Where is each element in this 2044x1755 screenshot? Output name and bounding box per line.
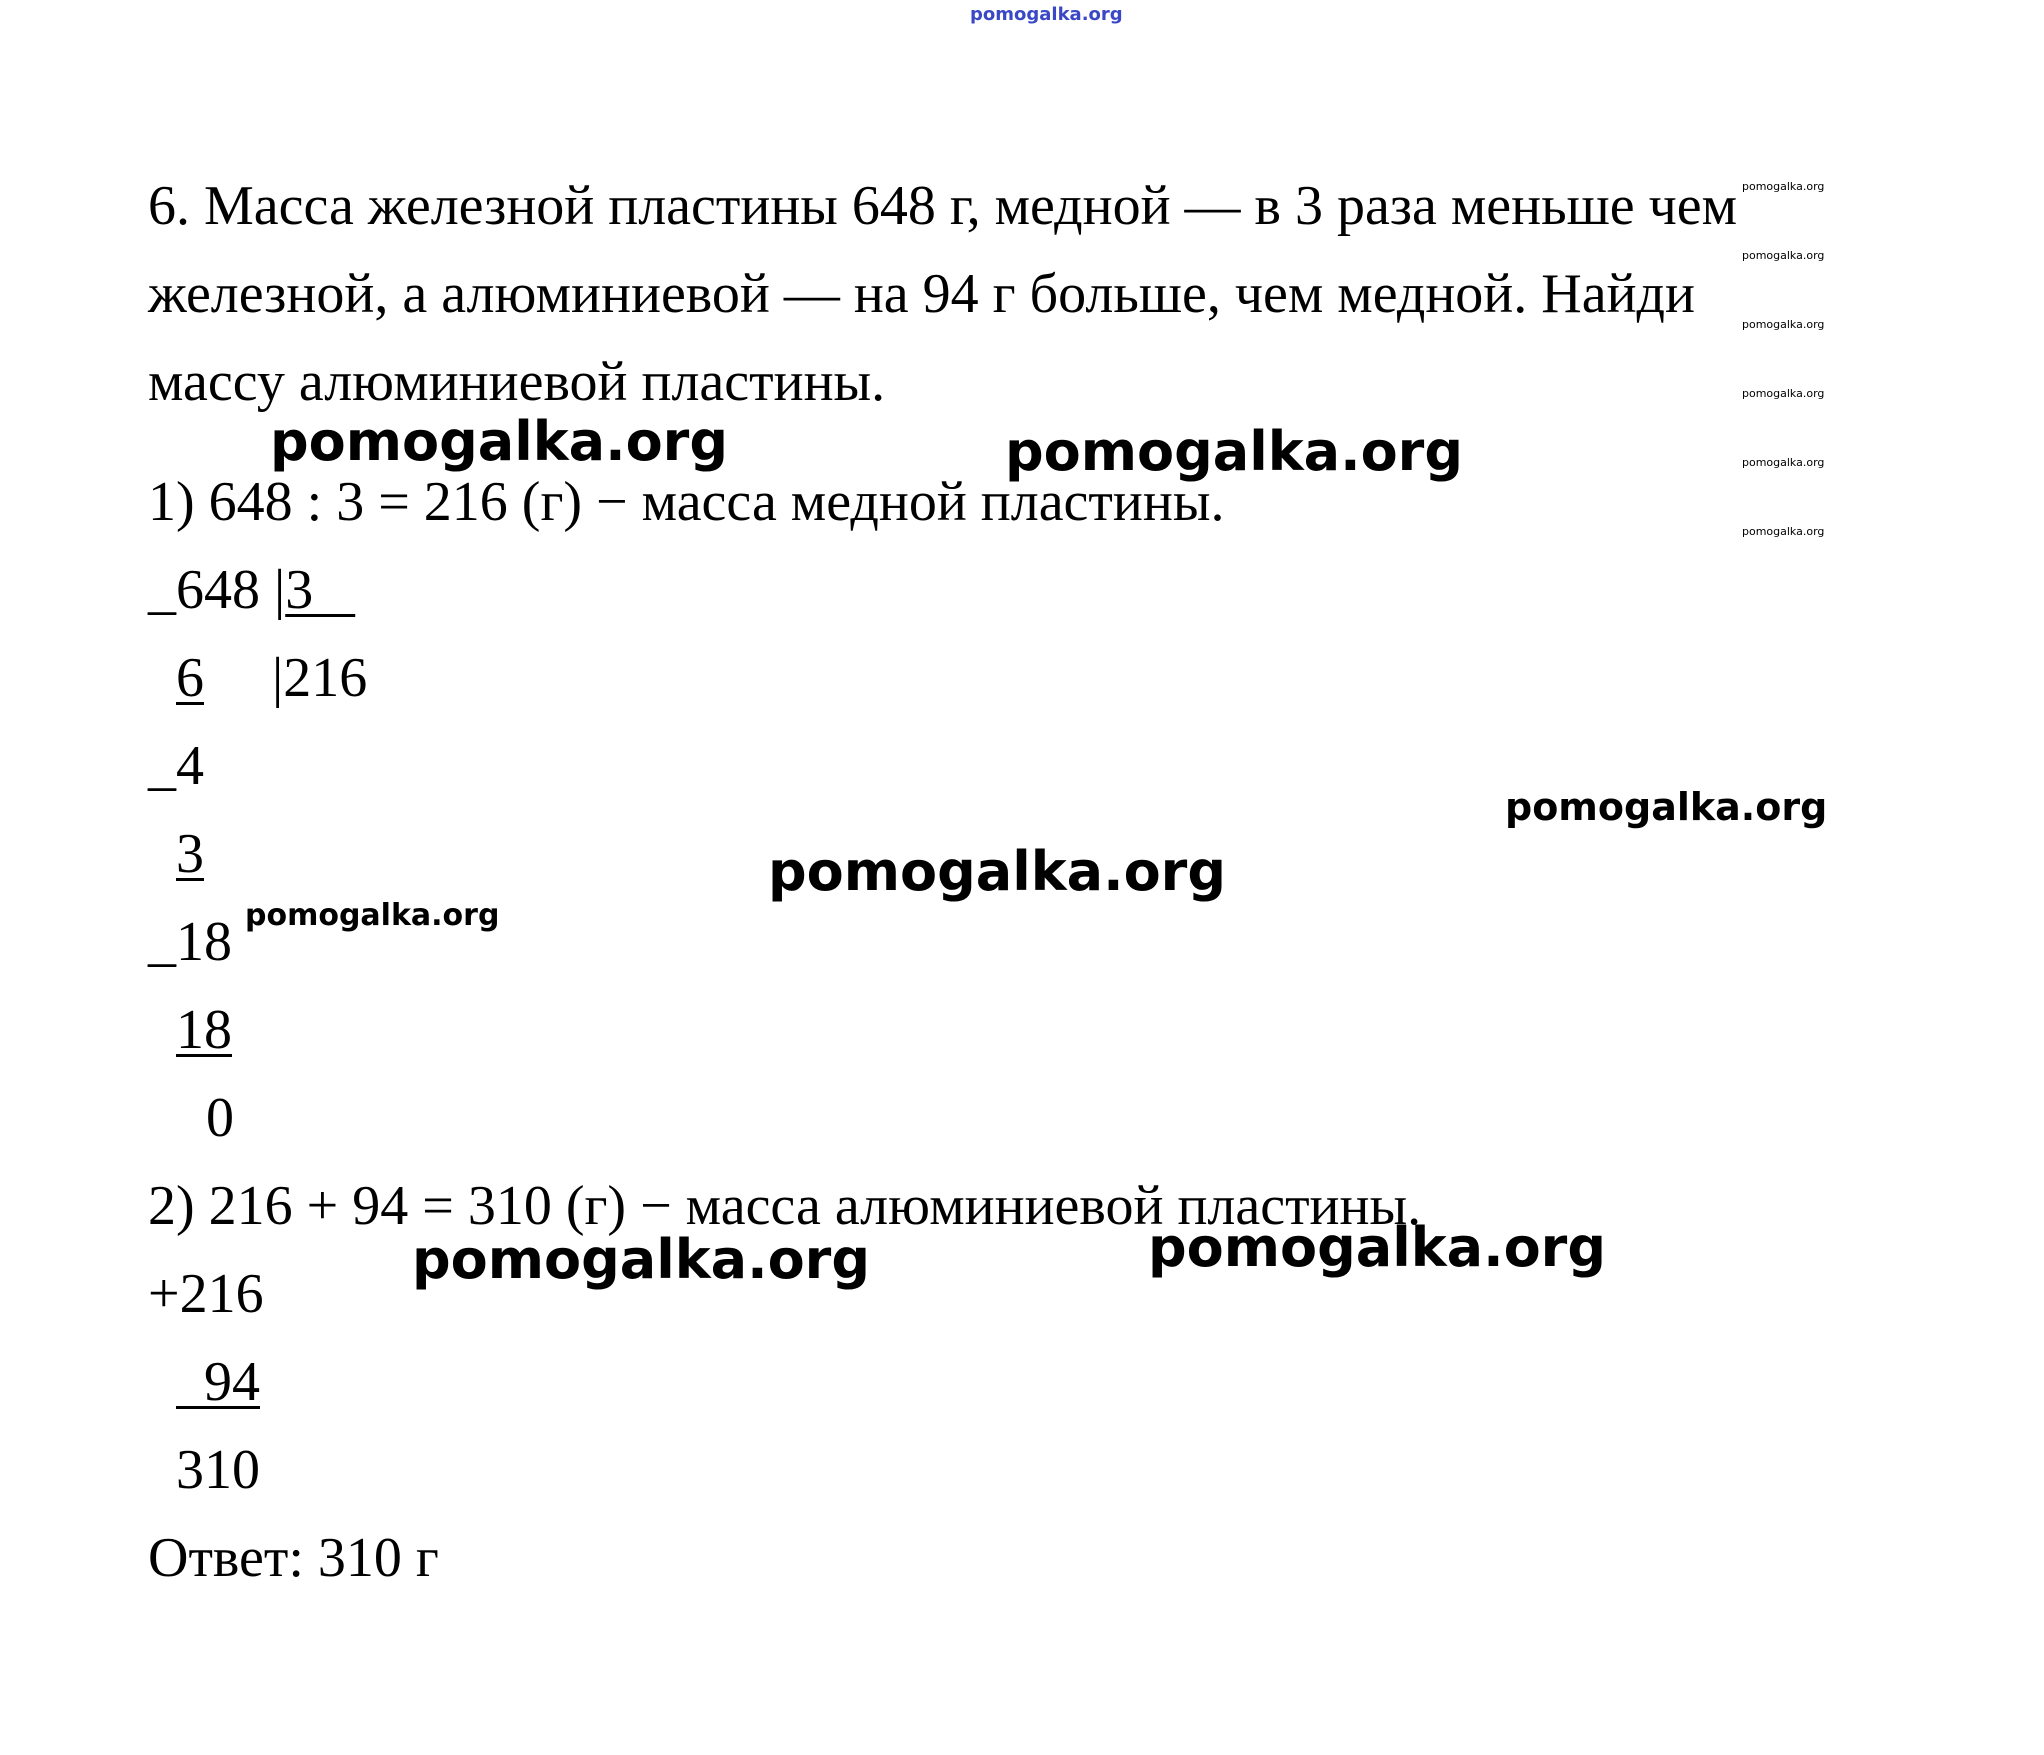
division-subtrahend-1: 6 [176, 647, 204, 709]
division-row-2 [176, 647, 368, 709]
quotient: |216 [272, 647, 368, 709]
watermark-small: pomogalka.org [1742, 180, 1825, 193]
watermark: pomogalka.org [1005, 420, 1463, 483]
watermark: pomogalka.org [412, 1228, 870, 1291]
watermark-small: pomogalka.org [1742, 249, 1825, 262]
watermark-small: pomogalka.org [1742, 456, 1825, 469]
answer: Ответ: 310 г [148, 1527, 439, 1589]
problem-line-2: железной, а алюминиевой — на 94 г больше, чем медной. Найди [148, 263, 1695, 325]
addition-sum: 310 [176, 1439, 260, 1501]
addition-row-1: +216 [148, 1263, 264, 1325]
top-watermark: pomogalka.org [970, 4, 1123, 25]
watermark: pomogalka.org [270, 410, 728, 473]
division-row-1 [148, 559, 356, 621]
watermark: pomogalka.org [768, 840, 1226, 903]
step2-text: 2) 216 + 94 = 310 (г) − масса алюминиевой пластины. [148, 1175, 1422, 1237]
watermark-small: pomogalka.org [1742, 525, 1825, 538]
division-row-4: 3 [176, 823, 204, 885]
watermark: pomogalka.org [245, 898, 500, 933]
division-row-6: 18 [176, 999, 232, 1061]
division-row-5: _18 [148, 911, 232, 973]
divisor: 3 [285, 559, 356, 621]
division-remainder: 0 [206, 1087, 234, 1149]
dividend: _648 | [148, 559, 286, 621]
step1-text: 1) 648 : 3 = 216 (г) − масса медной пластины. [148, 471, 1225, 533]
watermark: pomogalka.org [1505, 785, 1828, 829]
watermark-small: pomogalka.org [1742, 387, 1825, 400]
problem-line-1: 6. Масса железной пластины 648 г, медной — в 3 раза меньше чем [148, 175, 1738, 237]
division-row-3: _4 [148, 735, 204, 797]
watermark: pomogalka.org [1148, 1216, 1606, 1279]
problem-line-3: массу алюминиевой пластины. [148, 351, 886, 413]
addition-row-2: 94 [176, 1351, 260, 1413]
watermark-small: pomogalka.org [1742, 318, 1825, 331]
